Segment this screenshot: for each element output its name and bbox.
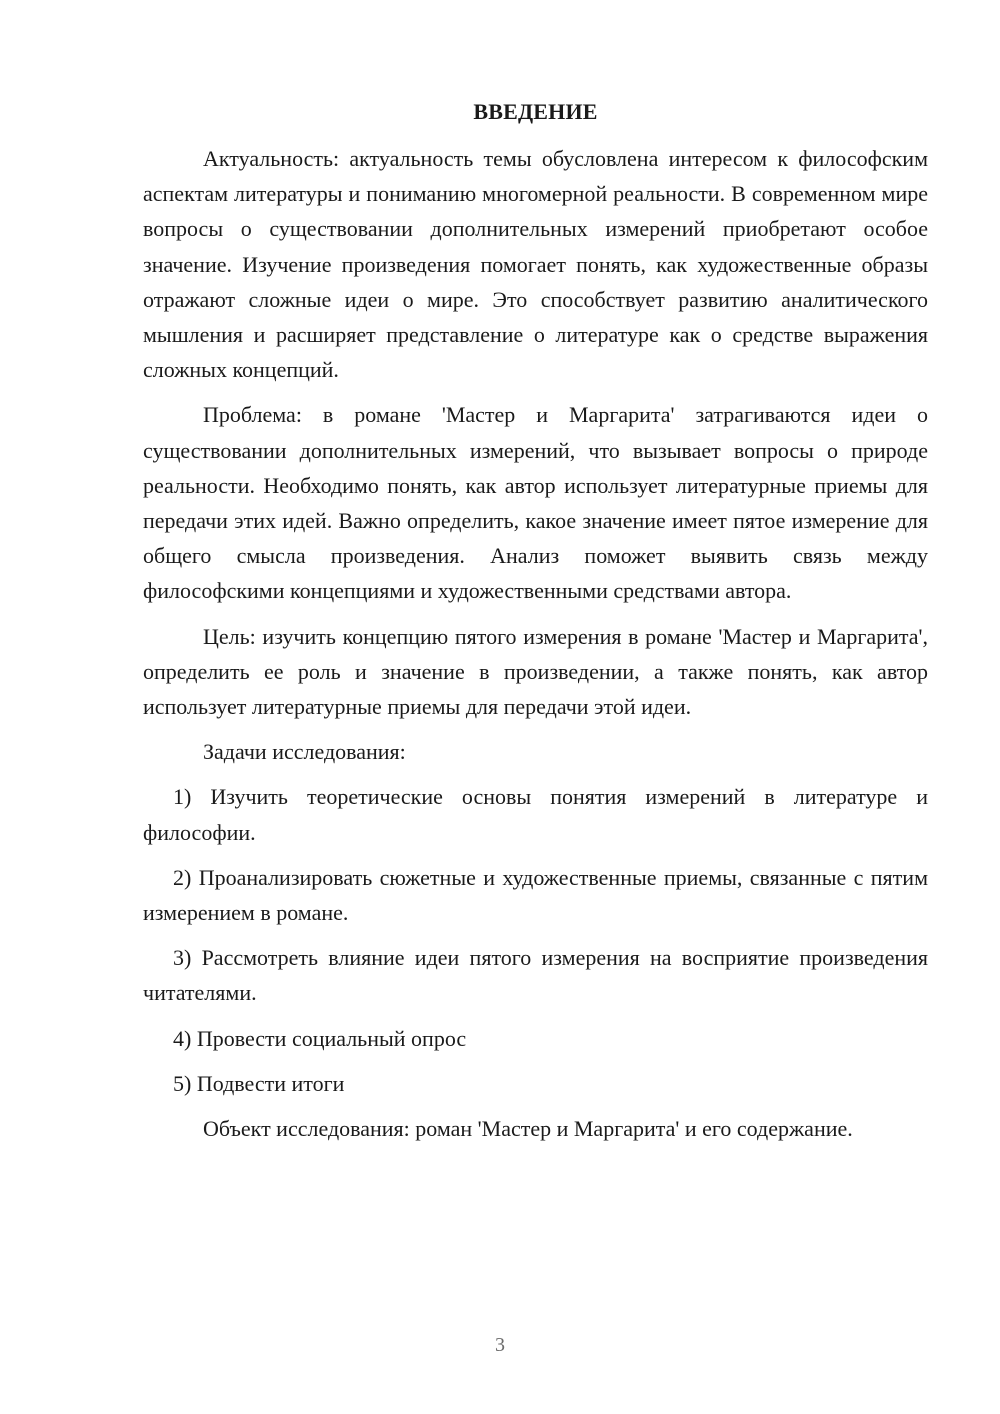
paragraph-problem: Проблема: в романе 'Мастер и Маргарита' затрагиваются идеи о существовании дополнительных измерений, что вызывает вопросы о природе реальности. Необходимо понять, как автор использует литературные приемы для передачи этих идей. Важно определить, какое значение имеет пятое измерение для общего смысла произведения. Анализ поможет выявить связь между философскими концепциями и художественными средствами автора. — [143, 402, 928, 604]
tasks-heading: Задачи исследования: — [203, 739, 406, 765]
paragraph-relevance: Актуальность: актуальность темы обусловлена интересом к философским аспектам литературы и пониманию многомерной реальности. В современном мире вопросы о существовании дополнительных измерений приобретают особое значение. Изучение произведения помогает понять, как художественные образы отражают сложные идеи о мире. Это способствует развитию аналитического мышления и расширяет представление о литературе как о средстве выражения сложных концепций. — [143, 146, 928, 383]
paragraph-object: Объект исследования: роман 'Мастер и Маргарита' и его содержание. — [203, 1116, 853, 1142]
page-number: 3 — [495, 1334, 505, 1356]
task-item-5: 5) Подвести итоги — [173, 1070, 345, 1096]
paragraph-goal: Цель: изучить концепцию пятого измерения в романе 'Мастер и Маргарита', определить ее роль и значение в произведении, а также понять, как автор использует литературные приемы для передачи этой идеи. — [143, 623, 928, 720]
task-item-4: 4) Провести социальный опрос — [173, 1025, 467, 1051]
page-content — [143, 94, 928, 1156]
task-item-1: 1) Изучить теоретические основы понятия измерений в литературе и философии. — [143, 784, 928, 845]
task-item-3: 3) Рассмотреть влияние идеи пятого измерения на восприятие произведения читателями. — [143, 945, 928, 1006]
page-title: ВВЕДЕНИЕ — [473, 99, 598, 124]
task-item-2: 2) Проанализировать сюжетные и художественные приемы, связанные с пятим измерением в романе. — [143, 864, 928, 926]
